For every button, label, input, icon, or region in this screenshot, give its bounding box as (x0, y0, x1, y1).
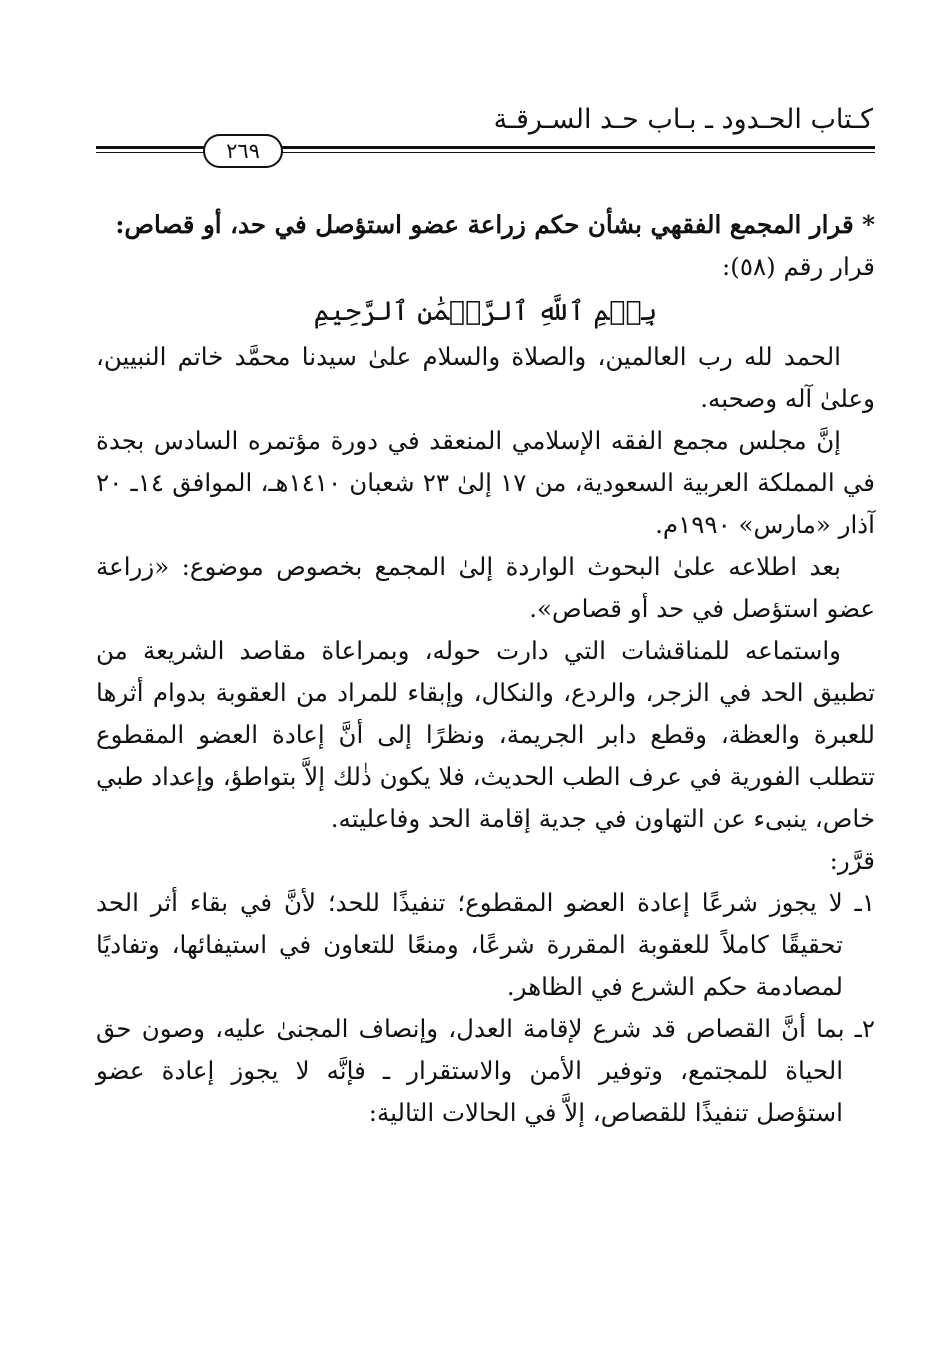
page-body (96, 204, 875, 1134)
decision-item: ٢ـ بما أنَّ القصاص قد شرع لإقامة العدل، وإنصاف المجنىٰ عليه، وصون حق الحياة للمجتمع، وتوفير الأمن والاستقرار ـ فإنَّه لا يجوز إعادة عضو استؤصل تنفيذًا للقصاص، إلاَّ في الحالات التالية: (96, 1014, 875, 1127)
basmala: بِسۡمِ ٱللَّهِ ٱلرَّحۡمَٰنِ ٱلرَّحِيمِ (313, 296, 658, 327)
paragraph: إنَّ مجلس مجمع الفقه الإسلامي المنعقد في دورة مؤتمره السادس بجدة في المملكة العربية السعودية، من ١٧ إلىٰ ٢٣ شعبان ١٤١٠هـ، الموافق ١٤ـ ٢٠ آذار «مارس» ١٩٩٠م. (96, 426, 875, 539)
section-heading: * قرار المجمع الفقهي بشأن حكم زراعة عضو استؤصل في حد، أو قصاص: (115, 210, 875, 239)
decision-number: قرار رقم (٥٨): (721, 252, 875, 281)
paragraph: الحمد لله رب العالمين، والصلاة والسلام علىٰ سيدنا محمَّد خاتم النبيين، وعلىٰ آله وصحبه. (96, 342, 875, 413)
page-number: ٢٦٩ (203, 134, 283, 168)
decided-label: قرَّر: (829, 846, 875, 875)
decision-item: ١ـ لا يجوز شرعًا إعادة العضو المقطوع؛ تنفيذًا للحد؛ لأنَّ في بقاء أثر الحد تحقيقًا كاملاً للعقوبة المقررة شرعًا، ومنعًا للتعاون في استيفائها، وتفاديًا لمصادمة حكم الشرع في الظاهر. (96, 888, 875, 1001)
running-title: كـتاب الحـدود ـ بـاب حـد السـرقـة (493, 104, 873, 135)
paragraph: بعد اطلاعه علىٰ البحوث الواردة إلىٰ المجمع بخصوص موضوع: «زراعة عضو استؤصل في حد أو قصاص». (96, 552, 875, 623)
paragraph: واستماعه للمناقشات التي دارت حوله، وبمراعاة مقاصد الشريعة من تطبيق الحد في الزجر، والردع، والنكال، وإبقاء للمراد من العقوبة بدوام أثرها للعبرة والعظة، وقطع دابر الجريمة، ونظرًا إلى أنَّ إعادة العضو المقطوع تتطلب الفورية في عرف الطب الحديث، فلا يكون ذٰلك إلاَّ بتواطؤ، وإعداد طبي خاص، ينبىء عن التهاون في جدية إقامة الحد وفاعليته. (96, 636, 875, 833)
